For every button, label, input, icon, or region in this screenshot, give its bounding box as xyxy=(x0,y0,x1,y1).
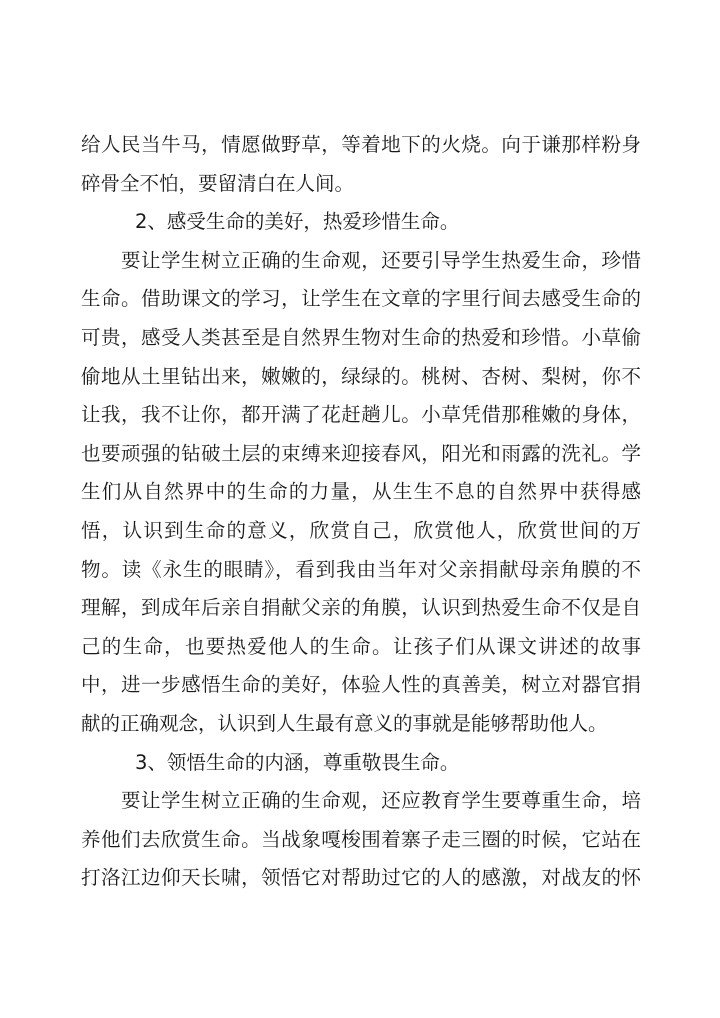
text-line: 要让学生树立正确的生命观，还要引导学生热爱生命，珍惜 xyxy=(121,248,641,272)
text-line: 中，进一步感悟生命的美好，体验人性的真善美，树立对器官捐 xyxy=(81,673,641,697)
section-heading: 2、感受生命的美好，热爱珍惜生命。 xyxy=(135,210,460,234)
text-line: 可贵，感受人类甚至是自然界生物对生命的热爱和珍惜。小草偷 xyxy=(81,325,641,349)
text-line: 要让学生树立正确的生命观，还应教育学生要尊重生命，培 xyxy=(121,789,641,813)
text-line: 献的正确观念，认识到人生最有意义的事就是能够帮助他人。 xyxy=(81,711,608,735)
text-line: 理解，到成年后亲自捐献父亲的角膜，认识到热爱生命不仅是自 xyxy=(81,596,641,620)
text-line: 生们从自然界中的生命的力量，从生生不息的自然界中获得感 xyxy=(81,480,641,504)
text-line: 偷地从土里钻出来，嫩嫩的，绿绿的。桃树、杏树、梨树，你不 xyxy=(81,364,641,388)
text-line: 悟，认识到生命的意义，欣赏自己，欣赏他人，欣赏世间的万 xyxy=(81,518,641,542)
text-line: 打洛江边仰天长啸，领悟它对帮助过它的人的感激，对战友的怀 xyxy=(81,866,641,890)
text-line: 也要顽强的钻破土层的束缚来迎接春风，阳光和雨露的洗礼。学 xyxy=(81,441,641,465)
text-line: 物。读《永生的眼睛》，看到我由当年对父亲捐献母亲角膜的不 xyxy=(81,557,641,581)
text-line: 己的生命，也要热爱他人的生命。让孩子们从课文讲述的故事 xyxy=(81,634,641,658)
text-line: 生命。借助课文的学习，让学生在文章的字里行间去感受生命的 xyxy=(81,287,641,311)
text-line: 碎骨全不怕，要留清白在人间。 xyxy=(81,171,355,195)
text-line: 给人民当牛马，情愿做野草，等着地下的火烧。向于谦那样粉身 xyxy=(81,133,641,156)
document-body xyxy=(81,126,641,898)
text-line: 养他们去欣赏生命。当战象嘎梭围着寨子走三圈的时候，它站在 xyxy=(81,827,641,851)
text-line: 让我，我不让你，都开满了花赶趟儿。小草凭借那稚嫩的身体， xyxy=(81,403,641,427)
section-heading: 3、领悟生命的内涵，尊重敬畏生命。 xyxy=(135,750,460,774)
